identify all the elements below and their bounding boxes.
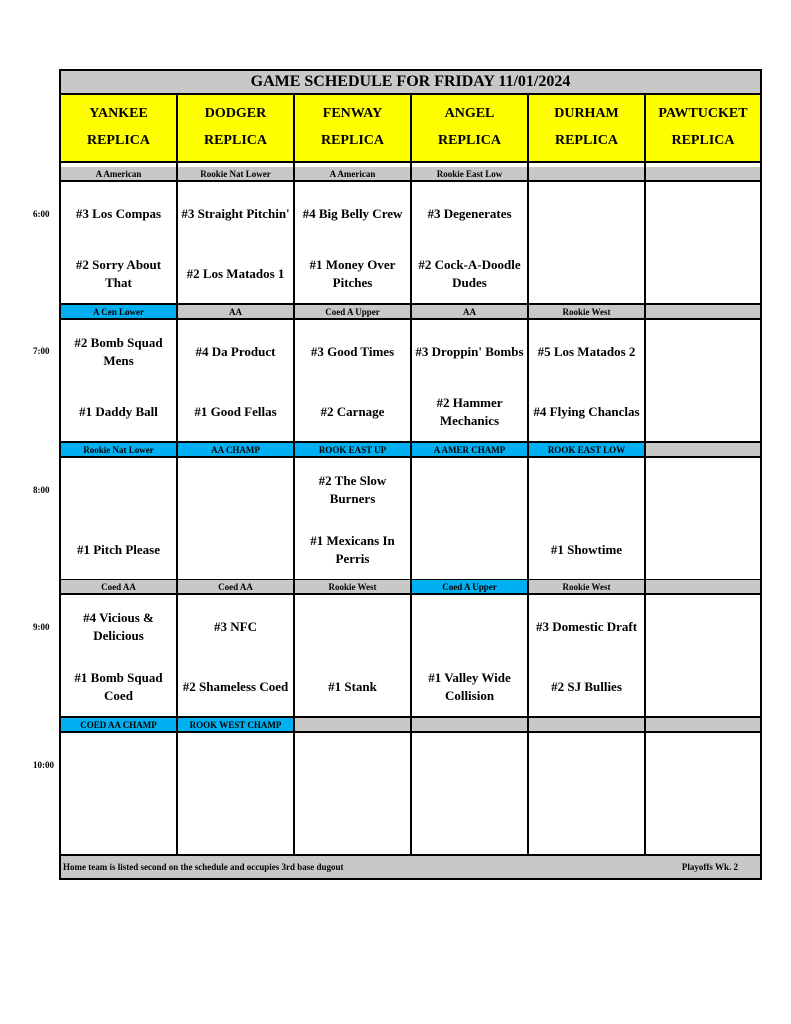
field-name: PAWTUCKET [658,106,748,121]
division-label: Rookie Nat Lower [178,167,293,182]
home-team: #1 Daddy Ball [79,404,158,419]
division-label: A American [61,167,176,182]
game-slot [61,733,176,856]
game-slot [178,595,293,718]
division-label: ROOK EAST UP [295,443,410,458]
home-team: #4 Flying Chanclas [533,404,640,419]
field-column [529,95,646,880]
field-header [61,95,176,163]
game-slot [295,458,410,581]
division-label: ROOK WEST CHAMP [178,718,293,733]
division-label: Rookie West [529,580,644,595]
home-team: #1 Good Fellas [194,404,277,419]
home-team: #2 Hammer Mechanics [436,395,503,428]
home-team: #2 Sorry About That [75,257,162,290]
away-team: #3 NFC [214,619,257,634]
home-team: #2 Cock-A-Doodle Dudes [418,257,521,290]
game-slot [295,182,410,305]
home-team: #1 Showtime [550,542,623,557]
game-slot [412,320,527,443]
division-label: Rookie West [295,580,410,595]
time-label: 7:00 [33,346,50,356]
field-header [412,95,527,163]
division-label: ROOK EAST LOW [529,443,644,458]
game-slot [646,733,760,856]
footer-note: Home team is listed second on the schedule and occupies 3rd base dugout [63,862,344,872]
game-slot [646,182,760,305]
game-slot [178,182,293,305]
game-slot [61,182,176,305]
division-label: AA [178,305,293,320]
division-label: Coed A Upper [412,580,527,595]
game-slot [646,320,760,443]
game-slot [178,320,293,443]
division-label [646,305,760,320]
home-team: #1 Valley Wide Collision [428,670,511,703]
home-team: #1 Stank [328,679,377,694]
game-slot [529,182,644,305]
division-label: Rookie West [529,305,644,320]
field-columns [61,95,760,880]
away-team: #4 Vicious & Delicious [83,610,154,643]
field-type: REPLICA [554,133,618,148]
field-type: REPLICA [86,133,150,148]
home-team: #1 Money Over Pitches [309,257,396,290]
game-slot [646,595,760,718]
home-team: #2 Los Matados 1 [186,266,285,281]
field-type: REPLICA [320,133,384,148]
division-label: Coed A Upper [295,305,410,320]
game-slot [178,733,293,856]
field-header [178,95,293,163]
time-label: 6:00 [33,209,50,219]
division-label: Coed AA [61,580,176,595]
game-slot [61,320,176,443]
field-header [646,95,760,163]
game-slot [178,458,293,581]
away-team: #3 Straight Pitchin' [181,206,290,221]
division-label: Rookie Nat Lower [61,443,176,458]
away-team: #2 Bomb Squad Mens [74,335,163,368]
field-type: REPLICA [437,133,501,148]
division-label [646,580,760,595]
division-label: COED AA CHAMP [61,718,176,733]
game-slot [295,733,410,856]
field-name: DURHAM [554,106,619,121]
away-team: #3 Droppin' Bombs [415,344,524,359]
field-column [61,95,178,880]
home-team: #2 Shameless Coed [182,679,289,694]
page-title: GAME SCHEDULE FOR FRIDAY 11/01/2024 [61,71,760,95]
time-label: 8:00 [33,485,50,495]
game-slot [412,733,527,856]
away-team: #2 The Slow Burners [318,473,387,506]
game-slot [529,320,644,443]
field-column [178,95,295,880]
field-column [646,95,760,880]
home-team: #1 Bomb Squad Coed [74,670,163,703]
game-slot [529,458,644,581]
division-label [412,718,527,733]
game-slot [529,595,644,718]
game-slot [61,458,176,581]
away-team: #4 Big Belly Crew [302,206,403,221]
division-label: Rookie East Low [412,167,527,182]
away-team: #3 Los Compas [75,206,162,221]
game-slot [412,458,527,581]
home-team: #2 Carnage [320,404,385,419]
division-label [646,718,760,733]
time-label: 9:00 [33,622,50,632]
away-team: #3 Good Times [310,344,395,359]
schedule-sheet [59,69,762,880]
game-slot [412,182,527,305]
game-slot [412,595,527,718]
division-label: Coed AA [178,580,293,595]
division-label [529,167,644,182]
away-team: #4 Da Product [195,344,276,359]
game-slot [529,733,644,856]
division-label: A AMER CHAMP [412,443,527,458]
division-label: AA [412,305,527,320]
division-label [295,718,410,733]
field-column [295,95,412,880]
game-slot [295,595,410,718]
division-label [646,443,760,458]
field-header [529,95,644,163]
away-team: #3 Domestic Draft [535,619,638,634]
field-name: ANGEL [444,106,495,121]
division-label: AA CHAMP [178,443,293,458]
game-slot [646,458,760,581]
time-label: 10:00 [33,760,54,770]
division-label: A American [295,167,410,182]
field-header [295,95,410,163]
game-slot [61,595,176,718]
home-team: #1 Pitch Please [76,542,161,557]
footer-bar [61,854,760,878]
field-name: FENWAY [322,106,383,121]
away-team: #5 Los Matados 2 [537,344,636,359]
division-label [646,167,760,182]
field-name: DODGER [204,106,267,121]
game-slot [295,320,410,443]
field-column [412,95,529,880]
home-team: #2 SJ Bullies [551,679,622,694]
division-label [529,718,644,733]
field-name: YANKEE [89,106,148,121]
away-team: #3 Degenerates [427,206,512,221]
field-type: REPLICA [203,133,267,148]
field-type: REPLICA [671,133,735,148]
footer-week: Playoffs Wk. 2 [681,862,738,872]
home-team: #1 Mexicans In Perris [310,533,395,566]
division-label: A Cen Lower [61,305,176,320]
